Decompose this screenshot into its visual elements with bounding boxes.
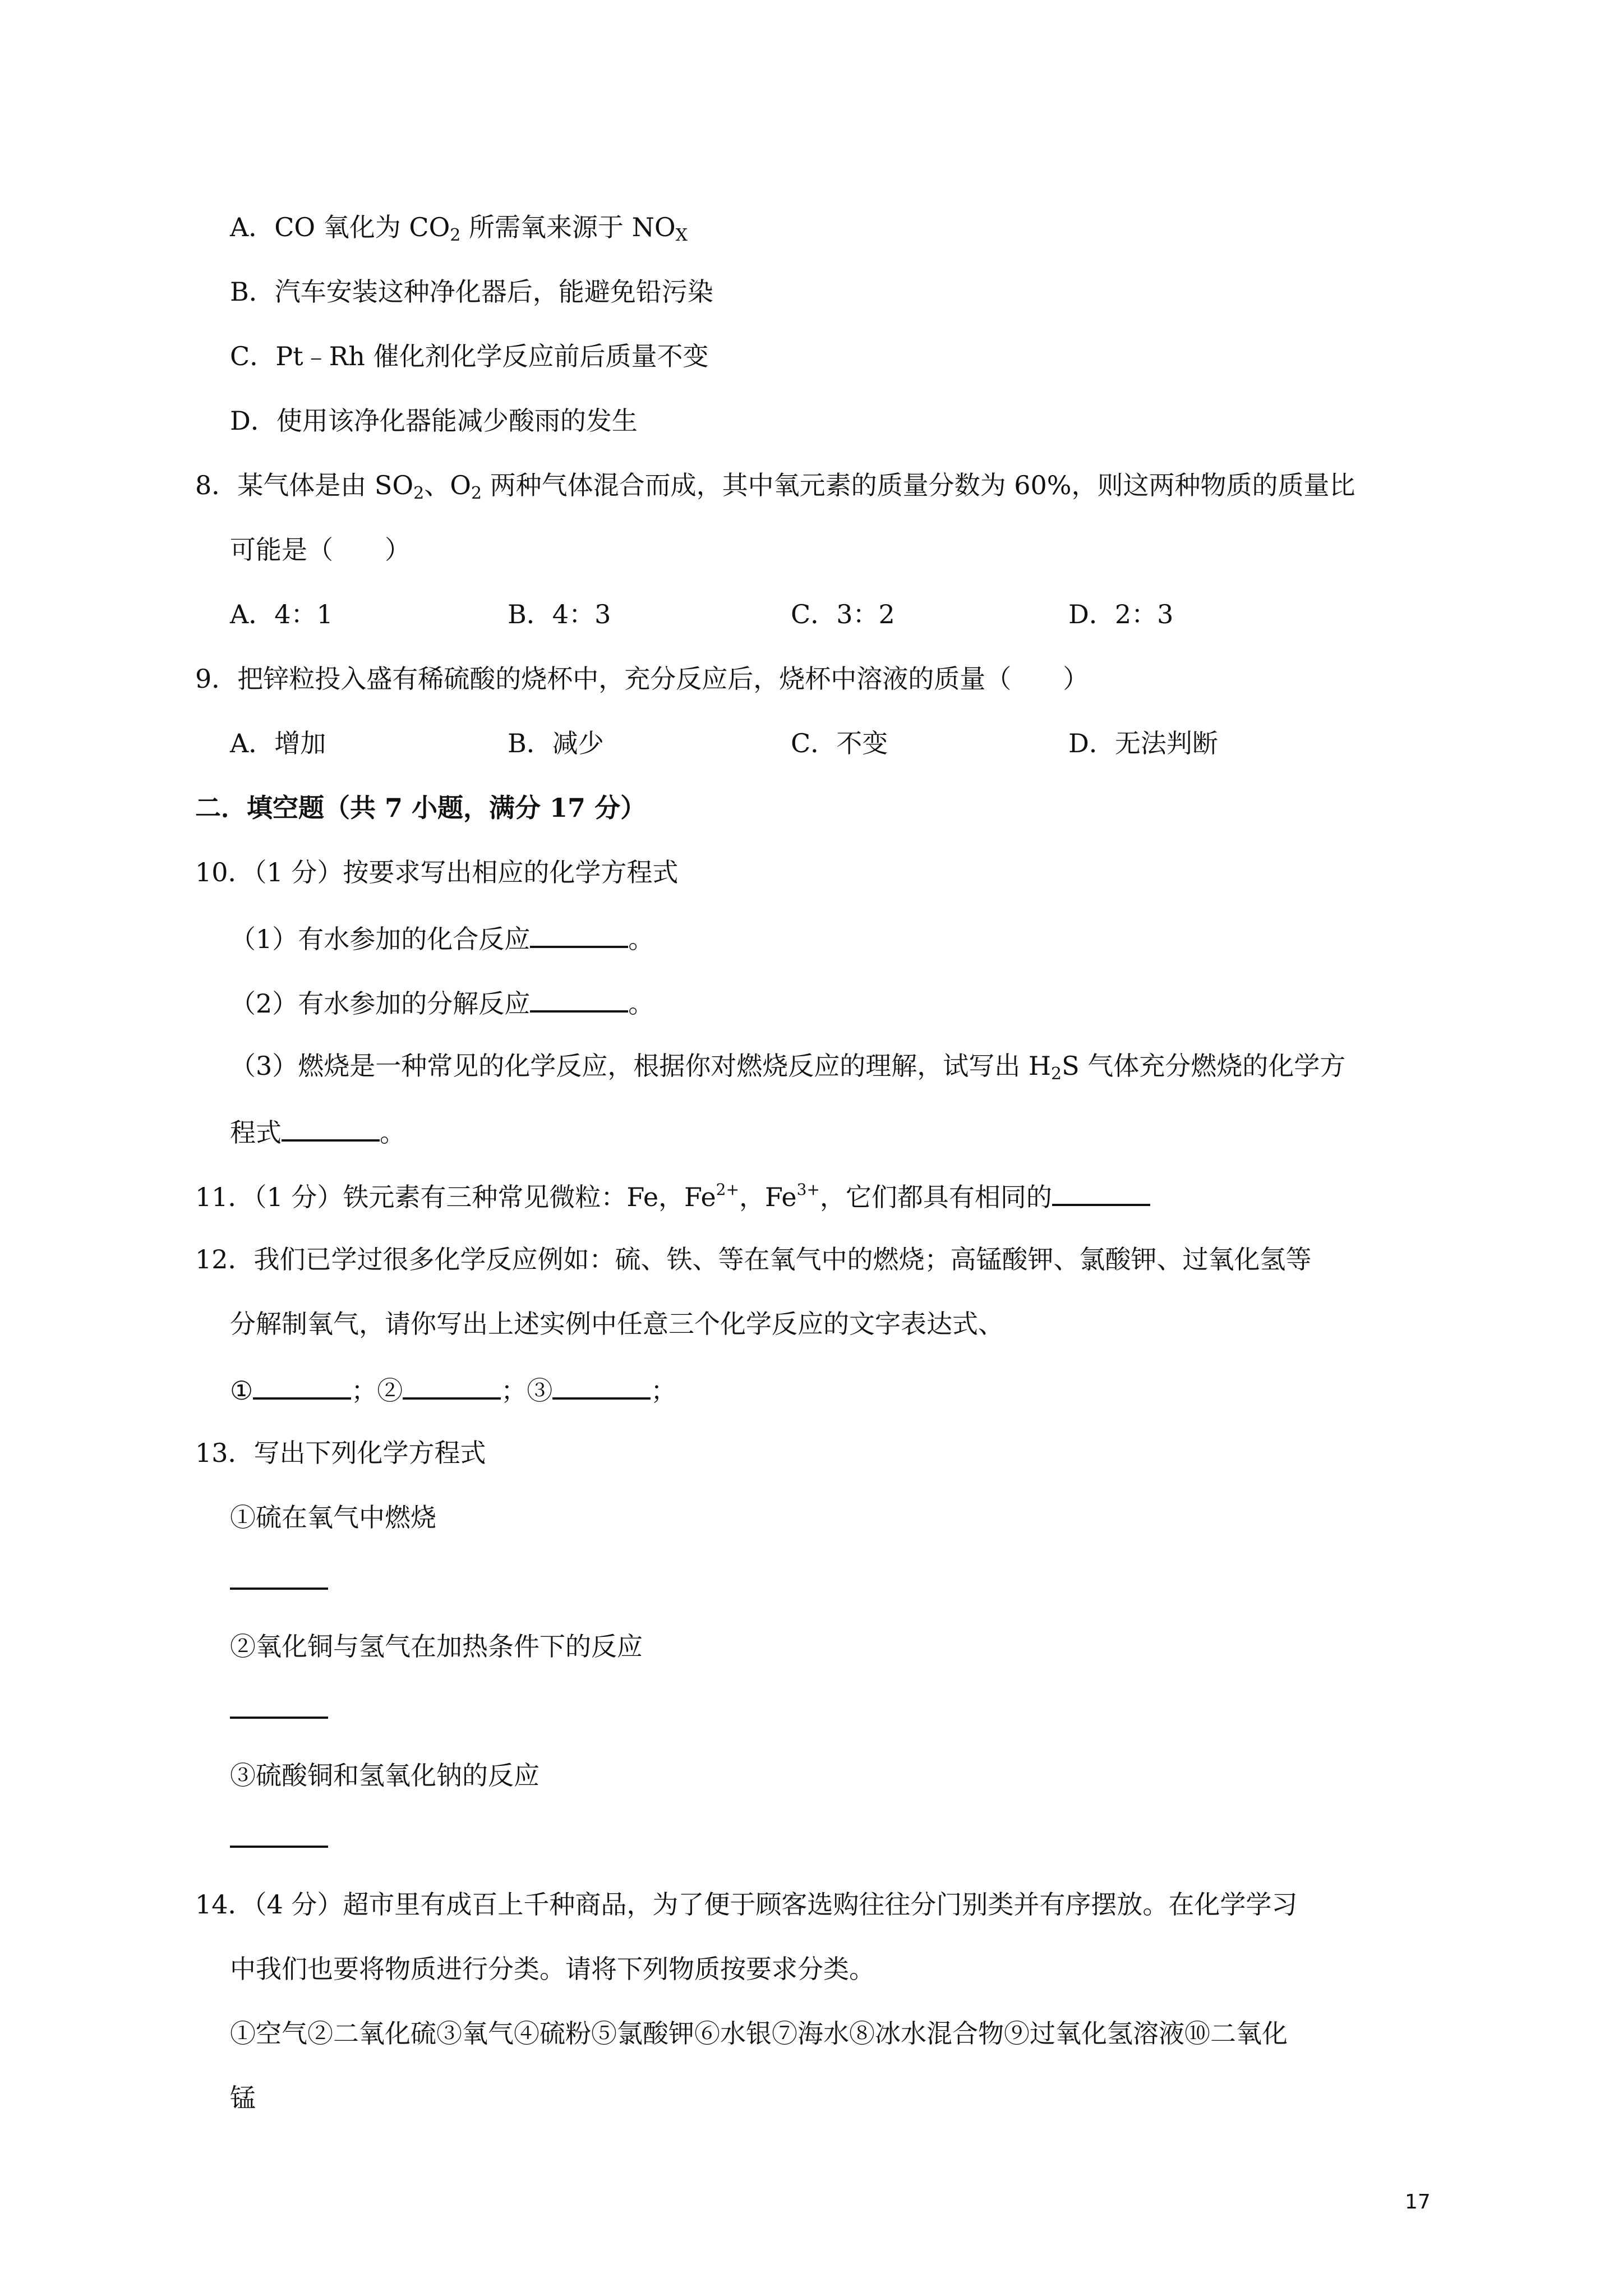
q14-stem: 14．（4 分）超市里有成百上千种商品，为了便于顾客选购往往分门别类并有序摆放。在化学学习 xyxy=(195,1889,1298,1920)
q9-stem: 9．把锌粒投入盛有稀硫酸的烧杯中，充分反应后，烧杯中溶液的质量（ ） xyxy=(195,664,1089,694)
q8-stem-line2: 可能是（ ） xyxy=(230,535,411,565)
q8-option-c: C．3：2 xyxy=(791,599,895,629)
q9-option-d: D．无法判断 xyxy=(1068,728,1218,758)
q13-item1: ①硫在氧气中燃烧 xyxy=(230,1502,436,1533)
q14-stem-line2: 中我们也要将物质进行分类。请将下列物质按要求分类。 xyxy=(230,1954,875,1984)
q12-stem: 12．我们已学过很多化学反应例如：硫、铁、等在氧气中的燃烧；高锰酸钾、氯酸钾、过氧化氢等 xyxy=(195,1244,1312,1274)
q9-option-b: B．减少 xyxy=(508,728,604,758)
q10-part3: （3）燃烧是一种常见的化学反应，根据你对燃烧反应的理解，试写出 $H_2S$ 气体充分燃烧的化学方 xyxy=(230,1051,1346,1084)
answer-blank[interactable] xyxy=(230,1588,328,1590)
q7-option-c: C．Pt﹣Rh 催化剂化学反应前后质量不变 xyxy=(230,341,709,371)
q7-option-a: A．CO 氧化为 $CO_2$ 所需氧来源于 $NO_X$ xyxy=(230,212,688,245)
section-heading: 二．填空题（共 7 小题，满分 17 分） xyxy=(195,793,647,823)
q10-stem: 10．（1 分）按要求写出相应的化学方程式 xyxy=(195,857,679,887)
q14-substances-line2: 锰 xyxy=(230,2083,256,2113)
q9-option-a: A．增加 xyxy=(230,728,326,758)
q10-part1: （1）有水参加的化合反应 。 xyxy=(230,920,654,956)
q9-option-c: C．不变 xyxy=(791,728,888,758)
answer-blank[interactable] xyxy=(282,1114,380,1142)
answer-blank[interactable] xyxy=(403,1372,501,1400)
q13-item2: ②氧化铜与氢气在加热条件下的反应 xyxy=(230,1631,643,1662)
q8-stem: 8．某气体是由 $SO_2$、$O_2$ 两种气体混合而成，其中氧元素的质量分数为 60%，则这两种物质的质量比 xyxy=(195,470,1355,503)
q8-option-b: B．4：3 xyxy=(508,599,611,629)
answer-blank[interactable] xyxy=(230,1717,328,1719)
answer-blank[interactable] xyxy=(1052,1178,1150,1206)
answer-blank[interactable] xyxy=(552,1372,651,1400)
q8-option-a: A．4：1 xyxy=(230,599,333,629)
q14-substances: ①空气②二氧化硫③氧气④硫粉⑤氯酸钾⑥水银⑦海水⑧冰水混合物⑨过氧化氢溶液⑩二氧化 xyxy=(230,2018,1288,2049)
q8-option-d: D．2：3 xyxy=(1068,599,1174,629)
answer-blank[interactable] xyxy=(530,920,628,948)
q12-answers: ① ；② ；③ ； xyxy=(230,1372,676,1407)
answer-blank[interactable] xyxy=(530,984,628,1013)
q13-stem: 13．写出下列化学方程式 xyxy=(195,1438,486,1468)
answer-blank[interactable] xyxy=(230,1846,328,1848)
q7-option-b: B．汽车安装这种净化器后，能避免铅污染 xyxy=(230,277,713,307)
q13-item3: ③硫酸铜和氢氧化钠的反应 xyxy=(230,1760,540,1791)
q10-part3-line2: 程式 。 xyxy=(230,1114,405,1149)
page-number: 17 xyxy=(1405,2191,1431,2214)
q12-stem-line2: 分解制氧气，请你写出上述实例中任意三个化学反应的文字表达式、 xyxy=(230,1309,1004,1339)
q7-option-d: D．使用该净化器能减少酸雨的发生 xyxy=(230,406,638,436)
answer-blank[interactable] xyxy=(253,1372,351,1400)
q11-stem: 11．（1 分）铁元素有三种常见微粒：Fe，$Fe^{2+}$，$Fe^{3+}$，它们都具有相同的 xyxy=(195,1178,1150,1214)
q10-part2: （2）有水参加的分解反应 。 xyxy=(230,984,654,1020)
